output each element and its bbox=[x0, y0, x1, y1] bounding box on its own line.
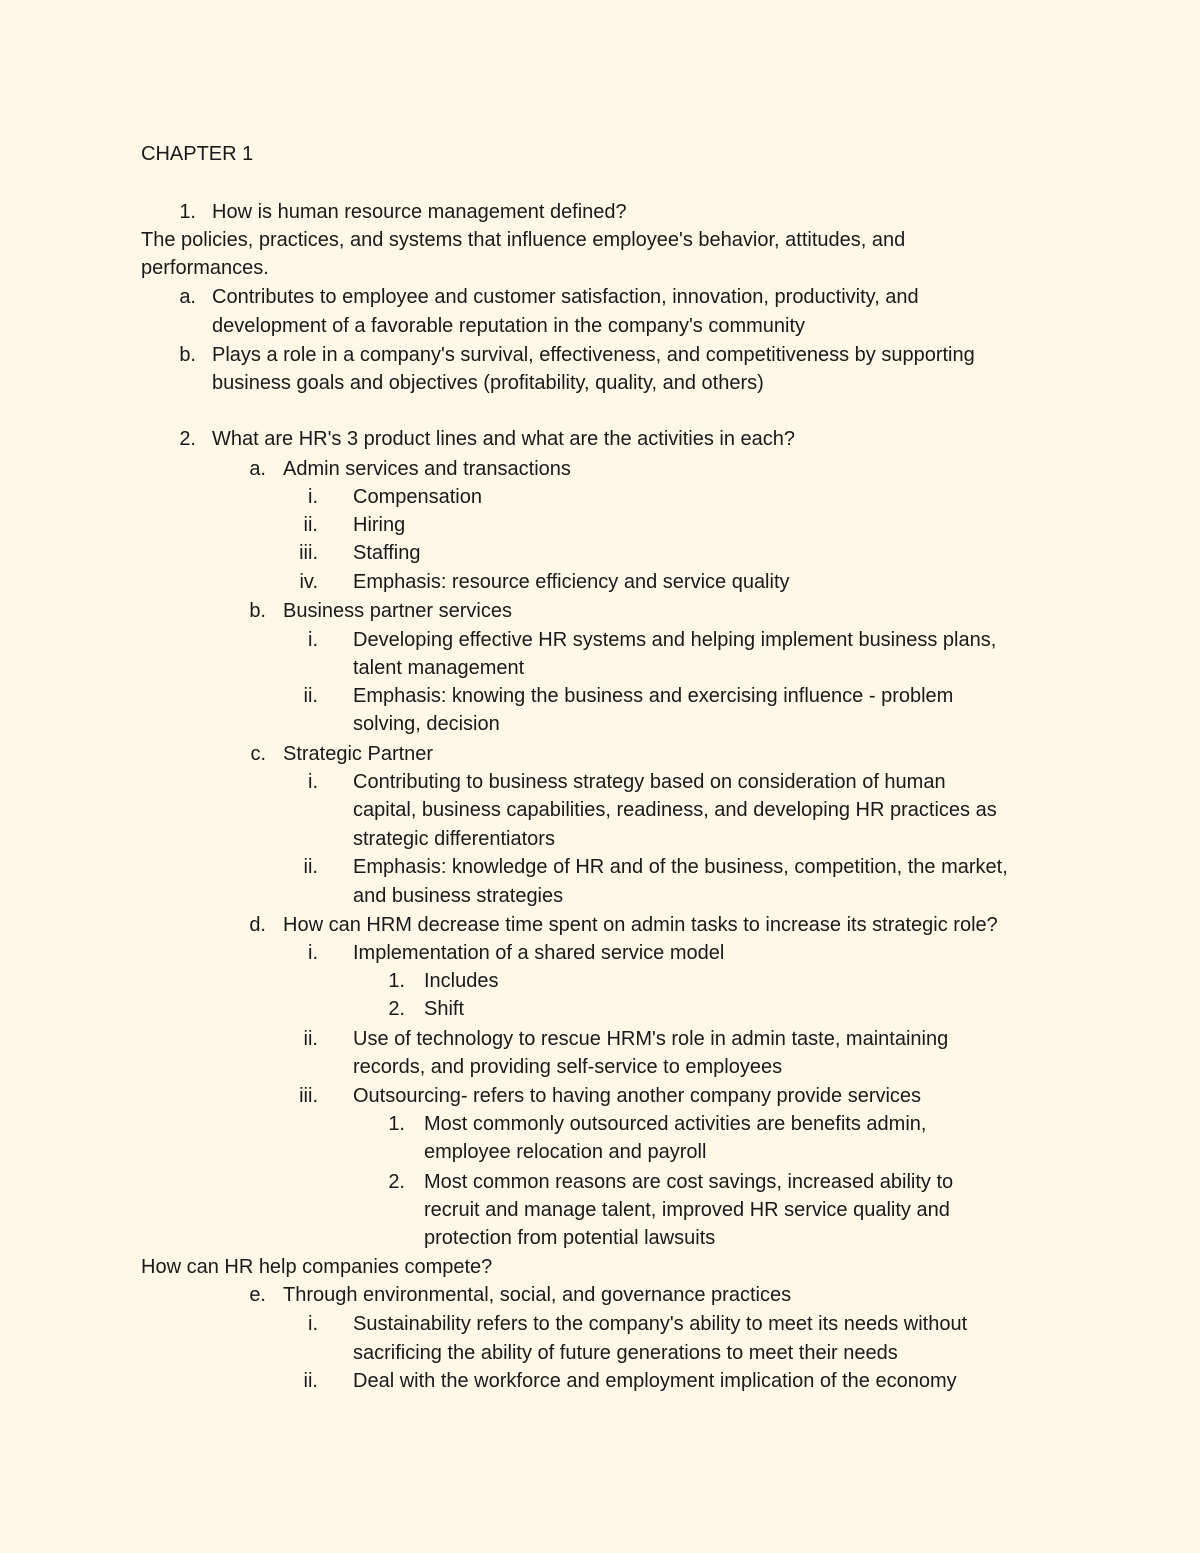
q1-marker: 1. bbox=[179, 201, 196, 223]
q2-d-iii-s1-line1: Most commonly outsourced activities are benefits admin, bbox=[424, 1113, 927, 1135]
q2-a-item: Compensation bbox=[353, 486, 482, 508]
q2-c-i-line3: strategic differentiators bbox=[353, 828, 555, 850]
q3-e-i-marker: i. bbox=[308, 1313, 318, 1335]
q2-c-i-marker: i. bbox=[308, 771, 318, 793]
q3-e-ii-marker: ii. bbox=[303, 1370, 318, 1392]
q1-a-line1: Contributes to employee and customer satisfaction, innovation, productivity, and bbox=[212, 286, 919, 308]
q2-c-ii-line1: Emphasis: knowledge of HR and of the business, competition, the market, bbox=[353, 856, 1008, 878]
q2-a-item-marker: iv. bbox=[299, 571, 318, 593]
q2-b-ii-marker: ii. bbox=[303, 685, 318, 707]
q2-d-iii-marker: iii. bbox=[299, 1085, 318, 1107]
q3-e-ii-line1: Deal with the workforce and employment implication of the economy bbox=[353, 1370, 957, 1392]
q1-a-line2: development of a favorable reputation in the company's community bbox=[212, 315, 806, 337]
q2-d-iii-s1-marker: 1. bbox=[388, 1113, 405, 1135]
q1-b-line1: Plays a role in a company's survival, effectiveness, and competitiveness by supporting bbox=[212, 344, 975, 366]
q2-c-ii-marker: ii. bbox=[303, 856, 318, 878]
q2-a-item: Staffing bbox=[353, 542, 421, 564]
q2-b-marker: b. bbox=[249, 600, 266, 622]
q2-b-i-marker: i. bbox=[308, 629, 318, 651]
q2-b-i-line1: Developing effective HR systems and helping implement business plans, bbox=[353, 629, 997, 651]
q2-c-text: Strategic Partner bbox=[283, 743, 434, 765]
q2-c-i-line2: capital, business capabilities, readiness, and developing HR practices as bbox=[353, 799, 997, 821]
q1-a-marker: a. bbox=[179, 286, 196, 308]
q2-a-text: Admin services and transactions bbox=[283, 458, 571, 480]
q2-b-ii-line2: solving, decision bbox=[353, 713, 500, 735]
q2-c-marker: c. bbox=[250, 743, 266, 765]
q1-answer-line2: performances. bbox=[141, 257, 269, 279]
q2-a-item: Hiring bbox=[353, 514, 406, 536]
q2-d-iii-s1-line2: employee relocation and payroll bbox=[424, 1141, 707, 1163]
q2-d-i-sub-marker: 1. bbox=[388, 970, 405, 992]
q2-d-i-sub-marker: 2. bbox=[388, 998, 405, 1020]
q2-d-i-text: Implementation of a shared service model bbox=[353, 942, 725, 964]
q2-marker: 2. bbox=[179, 428, 196, 450]
q2-c-i-line1: Contributing to business strategy based on consideration of human bbox=[353, 771, 946, 793]
q2-d-i-sub: Shift bbox=[424, 998, 465, 1020]
q2-a-marker: a. bbox=[249, 458, 266, 480]
q2-question: What are HR's 3 product lines and what are the activities in each? bbox=[212, 428, 796, 450]
q1-question: How is human resource management defined? bbox=[212, 201, 627, 223]
q3-e-text: Through environmental, social, and governance practices bbox=[283, 1284, 792, 1306]
q2-d-iii-s2-marker: 2. bbox=[388, 1171, 405, 1193]
q2-d-iii-s2-line2: recruit and manage talent, improved HR service quality and bbox=[424, 1199, 950, 1221]
q2-b-text: Business partner services bbox=[283, 600, 512, 622]
q2-d-iii-text: Outsourcing- refers to having another company provide services bbox=[353, 1085, 922, 1107]
q3-e-marker: e. bbox=[249, 1284, 266, 1306]
q2-c-ii-line2: and business strategies bbox=[353, 885, 564, 907]
q1-answer-line1: The policies, practices, and systems that influence employee's behavior, attitudes, and bbox=[141, 229, 906, 251]
q2-a-item: Emphasis: resource efficiency and service quality bbox=[353, 571, 790, 593]
q3-question: How can HR help companies compete? bbox=[141, 1256, 493, 1278]
q1-b-line2: business goals and objectives (profitability, quality, and others) bbox=[212, 372, 764, 394]
q2-d-iii-s2-line3: protection from potential lawsuits bbox=[424, 1227, 716, 1249]
q2-d-iii-s2-line1: Most common reasons are cost savings, increased ability to bbox=[424, 1171, 954, 1193]
q2-d-text: How can HRM decrease time spent on admin tasks to increase its strategic role? bbox=[283, 914, 998, 936]
q3-e-i-line2: sacrificing the ability of future generations to meet their needs bbox=[353, 1342, 898, 1364]
q2-d-ii-line1: Use of technology to rescue HRM's role in admin taste, maintaining bbox=[353, 1028, 949, 1050]
q2-d-ii-marker: ii. bbox=[303, 1028, 318, 1050]
q2-b-ii-line1: Emphasis: knowing the business and exercising influence - problem bbox=[353, 685, 954, 707]
q2-a-item-marker: i. bbox=[308, 486, 318, 508]
chapter-heading: CHAPTER 1 bbox=[141, 143, 254, 165]
q2-a-item-marker: ii. bbox=[303, 514, 318, 536]
q3-e-i-line1: Sustainability refers to the company's ability to meet its needs without bbox=[353, 1313, 968, 1335]
q2-d-i-marker: i. bbox=[308, 942, 318, 964]
q2-d-i-sub: Includes bbox=[424, 970, 499, 992]
q1-b-marker: b. bbox=[179, 344, 196, 366]
q2-d-marker: d. bbox=[249, 914, 266, 936]
q2-b-i-line2: talent management bbox=[353, 657, 525, 679]
q2-d-ii-line2: records, and providing self-service to employees bbox=[353, 1056, 783, 1078]
q2-a-item-marker: iii. bbox=[299, 542, 318, 564]
